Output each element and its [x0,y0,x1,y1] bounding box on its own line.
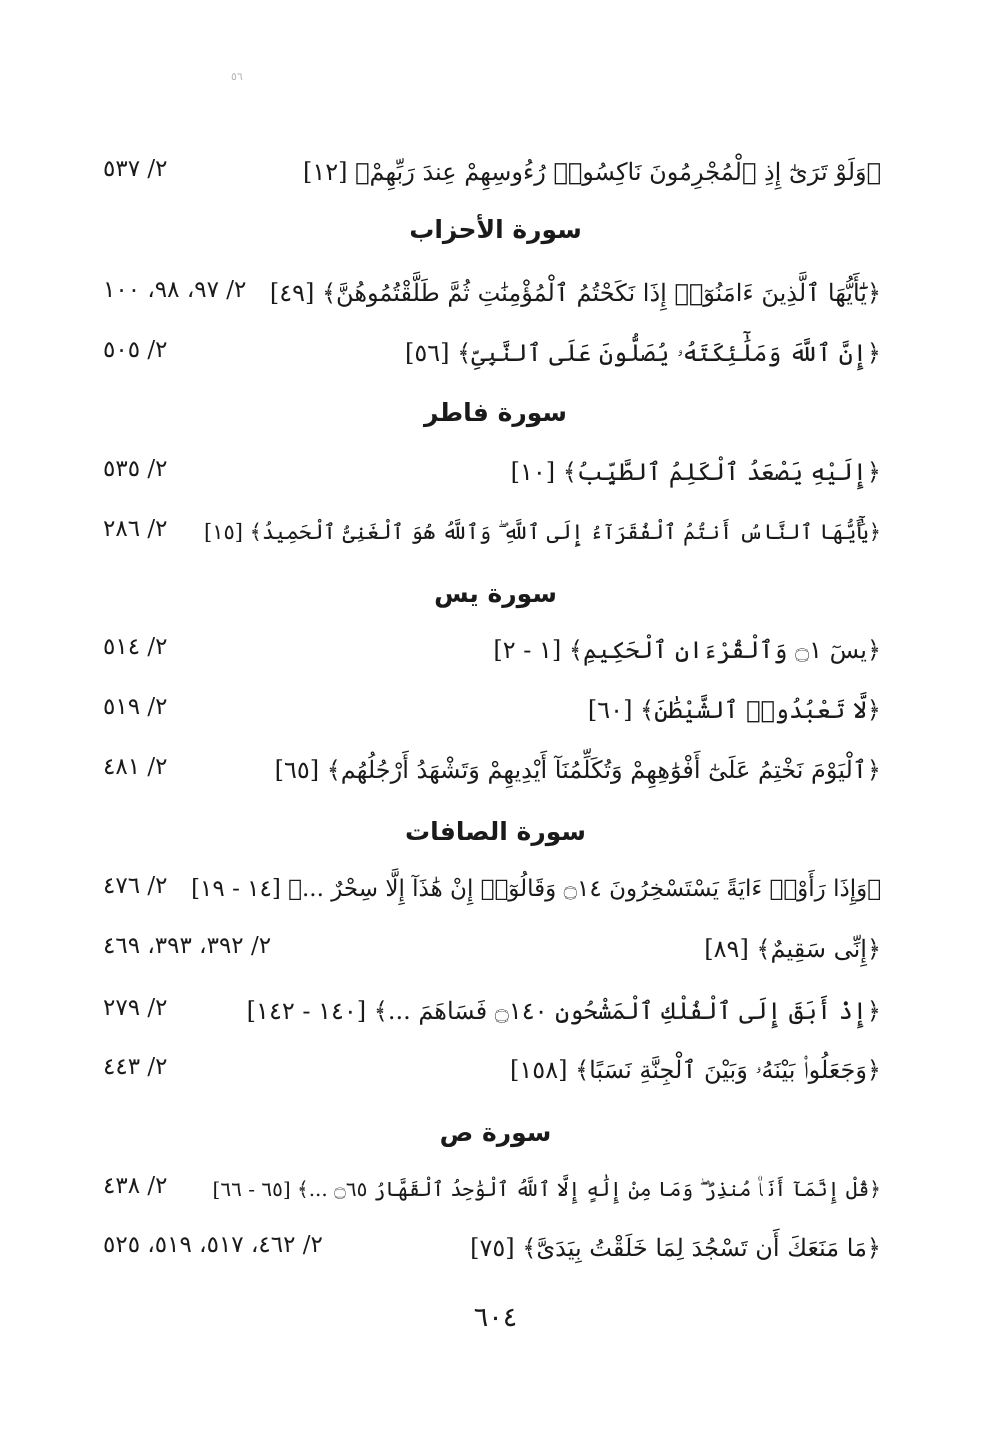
verse-text: ﴿وَلَوْ تَرَىٰٓ إِذِ ٱلْمُجْرِمُونَ نَاكِسُوا۟ رُءُوسِهِمْ عِندَ رَبِّهِمْ﴾ [١٢] [302,158,881,186]
verse-text: ﴿يَٰٓأَيُّهَا ٱلنَّاسُ أَنتُمُ ٱلْفُقَرَآءُ إِلَى ٱللَّهِ ۖ وَٱللَّهُ هُوَ ٱلْغَنِىُّ ٱلْحَمِيدُ﴾ [١٥] [204,520,881,544]
verse-text: ﴿إِذْ أَبَقَ إِلَى ٱلْفُلْكِ ٱلْمَشْحُونِ ۝١٤٠ فَسَاهَمَ ...﴾ [١٤٠ - ١٤٢] [246,997,881,1025]
verse-text: ﴿قُلْ إِنَّمَآ أَنَا۠ مُنذِرٌ ۖ وَمَا مِنْ إِلَٰهٍ إِلَّا ٱللَّهُ ٱلْوَٰحِدُ ٱلْقَهَّارُ ۝٦٥ ...﴾ [٦٥ - ٦٦] [212,1177,881,1201]
verse-row [0,273,991,321]
verse-text: ﴿وَإِذَا رَأَوْا۟ ءَايَةً يَسْتَسْخِرُونَ ۝١٤ وَقَالُوٓا۟ إِنْ هَٰذَآ إِلَّا سِحْرٌ ...﴾ [١٤ - ١٩] [191,876,881,902]
corner-mark: ٥٦ [231,70,243,83]
verse-text: ﴿إِنَّ ٱللَّهَ وَمَلَٰٓئِكَتَهُۥ يُصَلُّونَ عَلَى ٱلنَّبِىِّ﴾ [٥٦] [405,339,881,367]
verse-text: ﴿ٱلْيَوْمَ نَخْتِمُ عَلَىٰٓ أَفْوَٰهِهِمْ وَتُكَلِّمُنَآ أَيْدِيهِمْ وَتَشْهَدُ أَرْجُلُهُم﴾ [٦٥] [274,756,881,784]
volume-page-ref: ٢/ ٩٧، ٩٨، ١٠٠ [103,277,247,303]
volume-page-ref: ٢/ ٢٨٦ [103,516,168,542]
volume-page-ref: ٢/ ٤٧٦ [103,873,168,899]
verse-text: ﴿إِلَيْهِ يَصْعَدُ ٱلْكَلِمُ ٱلطَّيِّبُ﴾ [١٠] [510,458,881,486]
verse-row [0,333,991,381]
verse-row [0,690,991,738]
volume-page-ref: ٢/ ٥١٤ [103,634,168,660]
surah-heading: سورة يس [434,579,557,608]
volume-page-ref: ٢/ ٥١٩ [103,694,168,720]
verse-text: ﴿لَّا تَعْبُدُوا۟ ٱلشَّيْطَٰنَ﴾ [٦٠] [587,696,881,724]
volume-page-ref: ٢/ ٥٣٧ [103,156,168,182]
verse-row [0,869,991,917]
verse-text: ﴿يَٰٓأَيُّهَا ٱلَّذِينَ ءَامَنُوٓا۟ إِذَا نَكَحْتُمُ ٱلْمُؤْمِنَٰتِ ثُمَّ طَلَّقْتُمُوهُنَّ﴾ [٤٩] [269,279,881,307]
verse-text: ﴿وَجَعَلُوا۟ بَيْنَهُۥ وَبَيْنَ ٱلْجِنَّةِ نَسَبًا﴾ [١٥٨] [510,1056,881,1084]
volume-page-ref: ٢/ ٥٠٥ [103,337,168,363]
verse-row [0,991,991,1039]
page-number: ٦٠٤ [473,1302,518,1333]
verse-row [0,152,991,200]
verse-row [0,630,991,678]
verse-row [0,929,991,977]
verse-row [0,452,991,500]
surah-heading: سورة الأحزاب [409,215,582,244]
verse-row [0,1169,991,1217]
volume-page-ref: ٢/ ٢٧٩ [103,995,168,1021]
surah-heading: سورة ص [439,1118,552,1147]
verse-row [0,1050,991,1098]
verse-text: ﴿يسٓ ۝١ وَٱلْقُرْءَانِ ٱلْحَكِيمِ﴾ [١ - ٢] [493,636,881,664]
verse-row [0,512,991,560]
volume-page-ref: ٢/ ٤٦٢، ٥١٧، ٥١٩، ٥٢٥ [103,1232,323,1258]
verse-row [0,750,991,798]
volume-page-ref: ٢/ ٤٨١ [103,754,168,780]
volume-page-ref: ٢/ ٥٣٥ [103,456,168,482]
surah-heading: سورة فاطر [424,398,567,427]
verse-row [0,1228,991,1276]
volume-page-ref: ٢/ ٤٣٨ [103,1173,168,1199]
volume-page-ref: ٢/ ٤٤٣ [103,1054,168,1080]
verse-text: ﴿إِنِّى سَقِيمٌ﴾ [٨٩] [704,935,881,963]
volume-page-ref: ٢/ ٣٩٢، ٣٩٣، ٤٦٩ [103,933,272,959]
surah-heading: سورة الصافات [405,817,586,846]
verse-text: ﴿مَا مَنَعَكَ أَن تَسْجُدَ لِمَا خَلَقْتُ بِيَدَىَّ﴾ [٧٥] [470,1234,881,1262]
